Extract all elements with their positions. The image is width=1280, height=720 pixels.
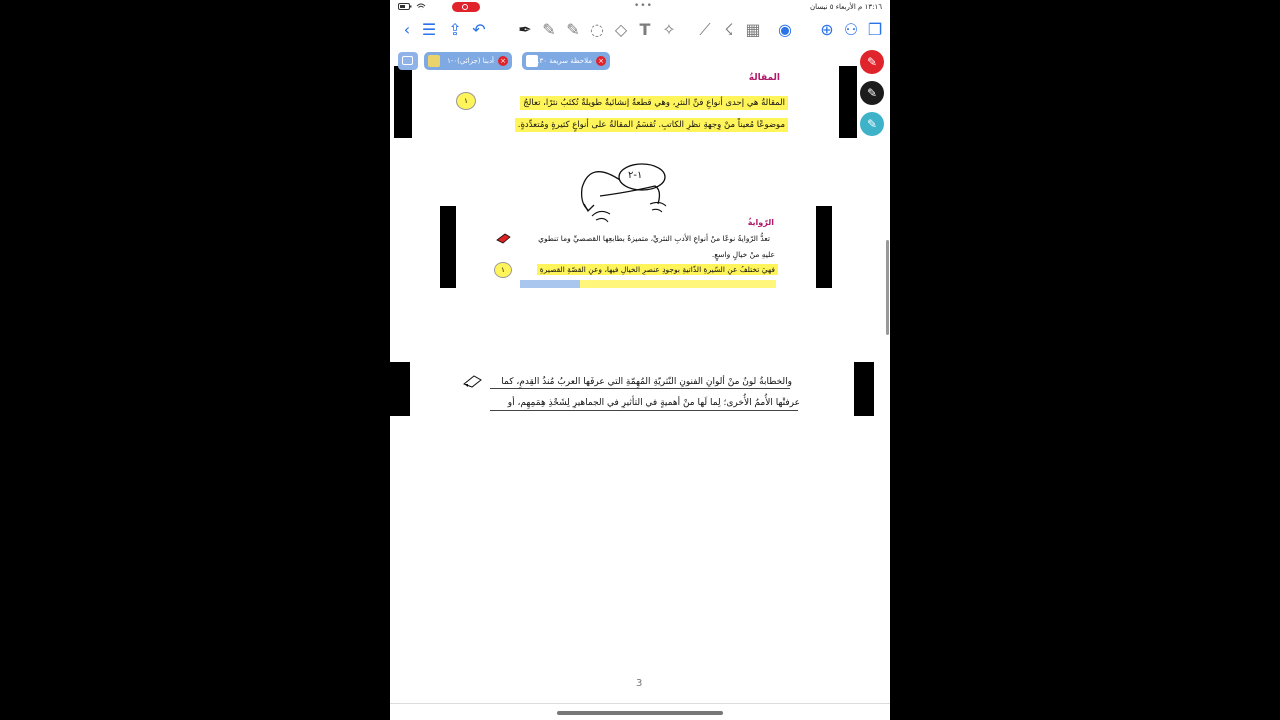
undo-icon[interactable]: ↶	[472, 20, 486, 39]
screen-recording-indicator[interactable]	[452, 2, 480, 12]
article-line-2: موضوعًا مُعيناً منْ وِجهةِ نظرِ الكاتبِ. تُقسَمُ المقالةُ على أنواعٍ كثيرةٍ ومُتعدِّدةٍ.	[515, 118, 788, 132]
status-bar	[390, 0, 890, 14]
oratory-line-2: عرفتْها الأُممُ الأُخرى؛ لِما لَها منْ أهميةٍ في التأثيرِ في الجماهيرِ لِشَحْذِ هِمَمِهِم، أو	[507, 398, 800, 408]
redaction-bar	[390, 362, 410, 416]
text-tool-icon[interactable]: T	[639, 20, 651, 39]
teal-pen-icon[interactable]: ✎	[860, 112, 884, 136]
oratory-line-1: والخطابةُ لونٌ منْ ألوانِ الفنونِ النّثريّةِ المُهِمّةِ التي عرفَها العربُ مُنذُ القِدمِ، كما	[501, 377, 792, 387]
section-title-article: المقالةُ	[748, 73, 780, 83]
microphone-icon[interactable]: ◉	[778, 20, 792, 39]
close-icon[interactable]: ×	[498, 56, 508, 66]
document-thumbnail-icon	[428, 55, 440, 67]
redaction-bar	[816, 206, 832, 288]
collaborate-icon[interactable]: ⚇	[843, 20, 859, 39]
share-icon[interactable]: ⇪	[448, 20, 462, 39]
highlight-strip-blue	[520, 280, 580, 288]
underline	[490, 410, 798, 411]
novel-line-3: فهيَ تختلفُ عنِ السّيرةِ الذّاتيةِ بوجودِ عنصرِ الخيالِ فيها، وعنِ القصّةِ القصيرةِ	[537, 264, 778, 275]
badge: ١	[494, 262, 512, 278]
redaction-bar	[839, 66, 857, 138]
scrollbar[interactable]	[886, 240, 889, 335]
time-date: ١٣:١٦ م الأربعاء ٥ نيسان	[809, 3, 882, 11]
black-pen-icon[interactable]: ✎	[860, 81, 884, 105]
redaction-bar	[440, 206, 456, 288]
multitask-dots-icon[interactable]: •••	[634, 1, 653, 11]
red-pen-icon[interactable]: ✎	[860, 50, 884, 74]
redaction-bar	[854, 362, 874, 416]
ruler-icon[interactable]: ⟋	[699, 20, 711, 39]
pages-icon[interactable]: ❐	[867, 20, 883, 39]
divider	[390, 703, 890, 704]
article-line-1: المقالةُ هي إحدى أنواعِ فنِّ النثرِ، وهي قطعةٌ إنشائيةٌ طويلةٌ تُكتَبُ نثرًا، تعالجُ	[520, 96, 788, 110]
underline	[490, 388, 790, 389]
ipad-screen	[390, 0, 890, 720]
pen-tool-icon[interactable]: ✒	[518, 20, 532, 39]
page-number: 3	[636, 678, 643, 689]
toolbar	[390, 16, 890, 46]
pen-note-icon	[495, 232, 513, 244]
wifi-icon	[416, 3, 426, 10]
status-icons	[398, 3, 426, 10]
laser-pointer-icon[interactable]: ☇	[724, 20, 734, 39]
screenshot-icon[interactable]: ▦	[745, 20, 761, 39]
highlighter-tool-icon[interactable]: ✎	[566, 20, 580, 39]
handwritten-diagram	[570, 158, 690, 228]
home-indicator[interactable]	[557, 711, 723, 715]
document-grid-icon[interactable]	[398, 52, 418, 70]
add-page-icon[interactable]: ⊕	[820, 20, 834, 39]
tab-document[interactable]: أدبنا (جزائي)٠-١ ×	[424, 52, 512, 70]
novel-line-1: تعدُّ الرّوايةُ نوعًا منْ أنواعِ الأدبِ النثريِّ، متميزةٌ بطابعِها القصصيِّ وما تنطوي	[538, 234, 770, 243]
pencil-tool-icon[interactable]: ✎	[542, 20, 556, 39]
lasso-tool-icon[interactable]: ◌	[590, 20, 604, 39]
battery-icon	[398, 3, 412, 10]
document-page[interactable]	[390, 48, 890, 703]
tab-quick-note[interactable]: ملاحظة سريعة ٣٠... ×	[522, 52, 610, 70]
novel-line-2: عليهِ منْ خيالٍ واسعٍ.	[711, 250, 775, 259]
section-title-novel: الرّوايةُ	[747, 218, 774, 227]
elements-tool-icon[interactable]: ✧	[662, 20, 676, 39]
eraser-tool-icon[interactable]: ◇	[614, 20, 628, 39]
menu-icon[interactable]: ☰	[421, 20, 437, 39]
back-chevron-icon[interactable]: ‹	[403, 20, 411, 39]
handwritten-label: ١-٢	[628, 170, 643, 181]
redaction-bar	[394, 66, 412, 138]
close-icon[interactable]: ×	[596, 56, 606, 66]
pen-note-icon	[462, 374, 484, 388]
tab-bar	[390, 50, 890, 72]
badge: ١	[456, 92, 476, 110]
